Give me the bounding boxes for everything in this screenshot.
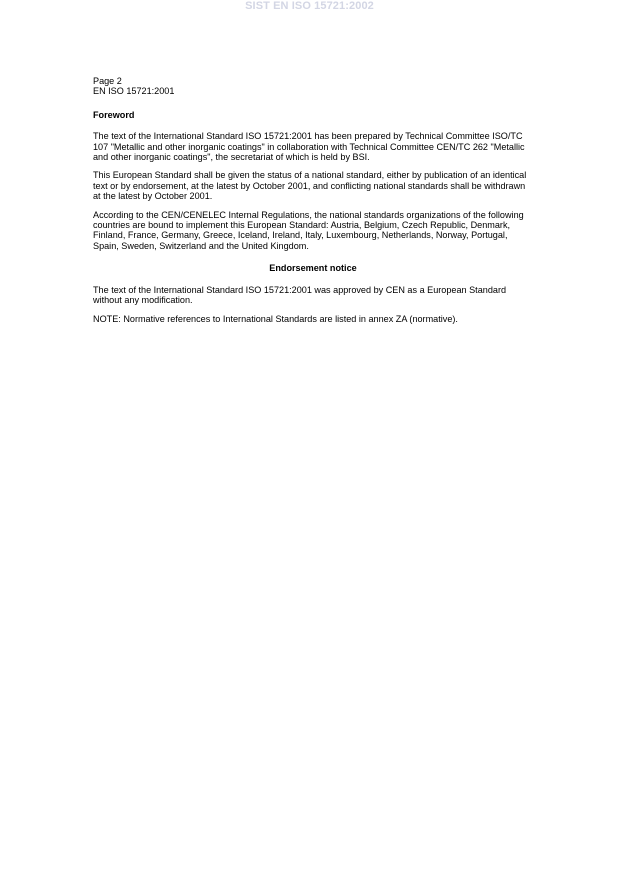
foreword-heading: Foreword [93, 109, 135, 120]
document-page [93, 76, 533, 332]
page-header [93, 76, 533, 97]
foreword-paragraph-2: This European Standard shall be given the status of a national standard, either by publication of an identical text or by endorsement, at the latest by October 2001, and conflicting national standards shall be withdrawn at the latest by October 2001. [93, 170, 527, 202]
normative-note: NOTE: Normative references to International Standards are listed in annex ZA (normative). [93, 313, 458, 324]
endorsement-paragraph: The text of the International Standard ISO 15721:2001 was approved by CEN as a European Standard without any modification. [93, 284, 507, 306]
endorsement-heading: Endorsement notice [269, 263, 357, 274]
document-id: EN ISO 15721:2001 [93, 86, 175, 97]
page-number: Page 2 [93, 76, 122, 86]
foreword-paragraph-3: According to the CEN/CENELEC Internal Regulations, the national standards organizations of the following countries are bound to implement this European Standard: Austria, Belgium, Czech Republic, Denmark, Finland, France, Germany, Greece, Iceland, Ireland, Italy, Luxembourg, Netherlands, Norway, Portugal, Spain, Sweden, Switzerland and the United Kingdom. [93, 209, 524, 251]
document-watermark: SIST EN ISO 15721:2002 [245, 0, 374, 12]
foreword-paragraph-1: The text of the International Standard ISO 15721:2001 has been prepared by Technical Committee ISO/TC 107 "Metallic and other inorganic coatings" in collaboration with Technical Committee CEN/TC 262 "Metallic and other inorganic coatings", the secretariat of which is held by BSI. [93, 131, 525, 163]
